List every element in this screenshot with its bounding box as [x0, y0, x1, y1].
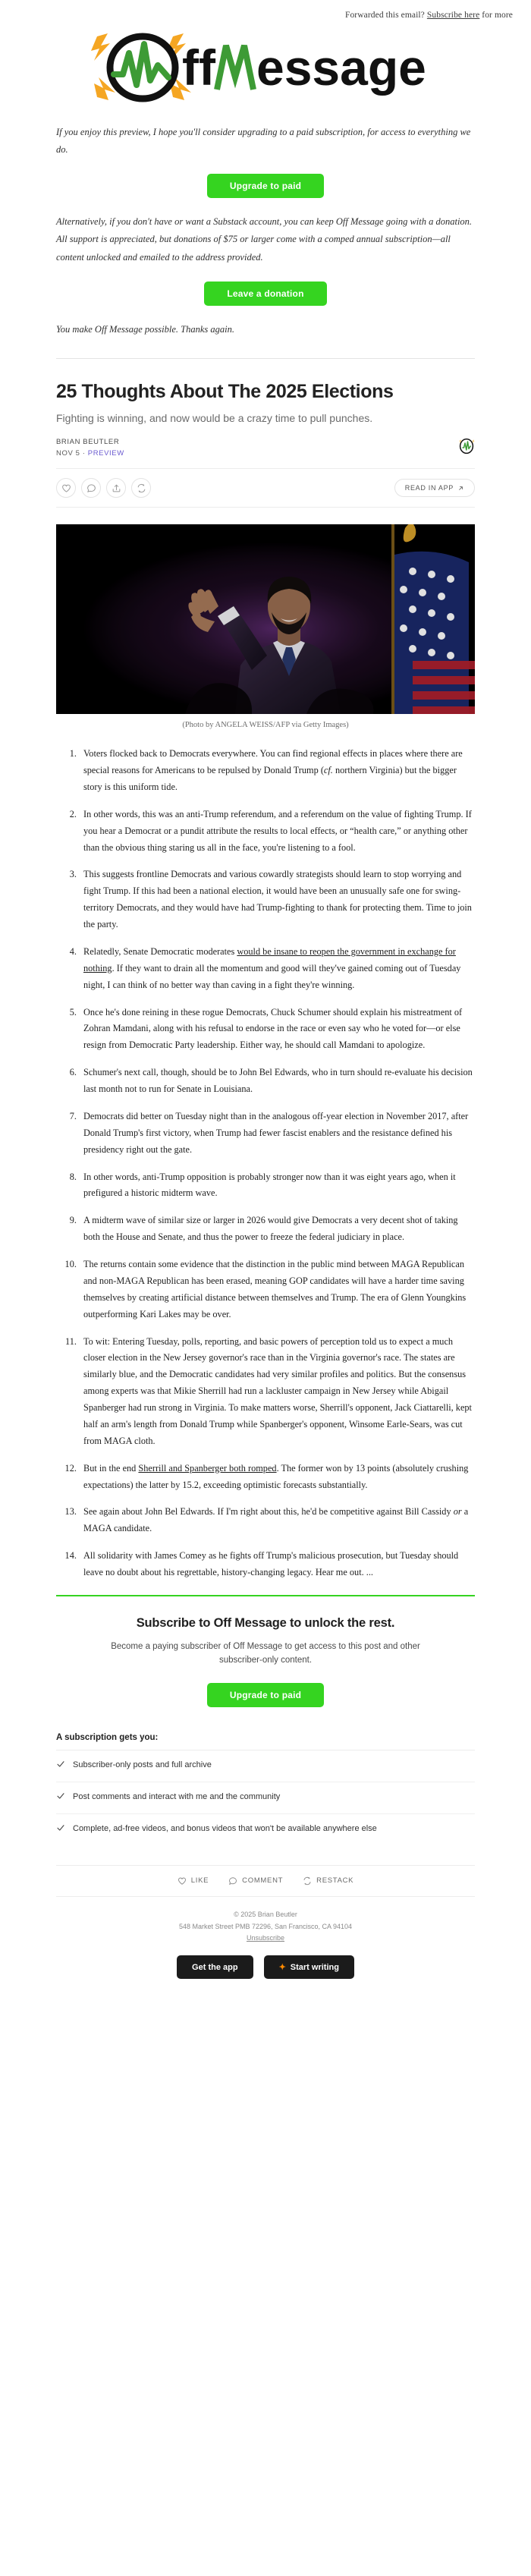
benefit-label: Subscriber-only posts and full archive	[73, 1760, 212, 1769]
thought-text: See again about John Bel Edwards. If I'm right about this, he'd be competitive against Bill Cassidy	[83, 1506, 454, 1518]
bottom-action-bar	[56, 1865, 475, 1897]
thought-text: In other words, anti-Trump opposition is probably stronger now than it was eight years ago, when it prefigured a historic midterm wave.	[83, 1171, 456, 1199]
thought-item	[79, 1461, 475, 1494]
thought-item	[79, 944, 475, 994]
intro-paragraph-3: You make Off Message possible. Thanks again.	[56, 323, 234, 335]
leave-a-donation-button[interactable]: Leave a donation	[204, 282, 326, 306]
get-the-app-label: Get the app	[192, 1962, 238, 1972]
paywall-divider	[56, 1595, 475, 1596]
action-icon-group	[56, 478, 151, 498]
thought-text: Once he's done reining in these rogue Democrats, Chuck Schumer should explain his mistreatment of Zohran Mamdani, along with his refusal to endorse in the race or even say who he voted for—or else resign from Democratic Party leadership. Either way, he should call Mamdani to apologize.	[83, 1006, 463, 1051]
comment-button[interactable]	[81, 478, 101, 498]
svg-text:ff: ff	[182, 39, 215, 96]
benefit-label: Complete, ad-free videos, and bonus videos that won't be available anywhere else	[73, 1823, 377, 1833]
thought-text: All solidarity with James Comey as he fights off Trump's malicious prosecution, but Tuesday should leave no doubt about his regrettable, history-changing legacy. Hear me out. ...	[83, 1550, 459, 1578]
thought-text: This suggests frontline Democrats and various cowardly strategists should learn to stop worrying and fight Trump. If this had been a national election, it would have been an unusually safe one for swing-territory Democrats, and they would have had Trump-fighting to thank for protecting them. Time to join the party.	[83, 869, 472, 930]
thought-item	[79, 1504, 475, 1537]
thought-text: Voters flocked back to Democrats everywhere. You can find regional effects in places where there are special reasons for Americans to be repulsed by Donald Trump (	[83, 748, 463, 776]
avatar[interactable]	[458, 438, 475, 454]
start-writing-button[interactable]	[264, 1955, 354, 1979]
thought-text: But in the end	[83, 1462, 139, 1474]
read-in-app-label: READ IN APP	[404, 484, 454, 492]
photo-mamdani-waving	[56, 524, 475, 714]
restack-icon	[303, 1876, 312, 1886]
benefit-label: Post comments and interact with me and the community	[73, 1791, 281, 1801]
comment-icon	[86, 483, 96, 493]
share-icon	[112, 483, 121, 493]
divider-actionbar	[56, 507, 475, 508]
sparkle-icon: ✦	[278, 1963, 286, 1973]
thought-text: . The former won by 13 points (absolutely crushing expectations) the latter by 15.2, exceeding optimistic forecasts substantially.	[83, 1462, 469, 1490]
bottom-like-label: LIKE	[190, 1876, 209, 1886]
thought-item	[79, 746, 475, 796]
thought-item	[79, 1257, 475, 1323]
thought-text: Schumer's next call, though, should be to John Bel Edwards, who in turn should re-evaluate his decision last month not to run for Senate in Louisiana.	[83, 1067, 473, 1095]
donation-button-row	[56, 282, 475, 306]
byline	[56, 438, 475, 458]
byline-date: NOV 5	[56, 449, 80, 458]
thought-text: northern Virginia) but the bigger story is this uniform tide.	[83, 765, 457, 792]
bottom-comment-button[interactable]	[228, 1876, 283, 1886]
bottom-restack-button[interactable]	[303, 1876, 353, 1886]
forwarded-suffix: for more	[479, 11, 513, 20]
thought-item	[79, 807, 475, 857]
thought-text: A midterm wave of similar size or larger in 2026 would give Democrats a very decent shot of taking both the House and Senate, and thus the power to freeze the federal judiciary in place.	[83, 1215, 458, 1243]
hero-image-wrap	[56, 524, 475, 729]
logo[interactable]	[0, 20, 531, 107]
benefit-row	[56, 1814, 475, 1845]
byline-separator: ·	[80, 449, 88, 458]
emphasis-text: cf.	[323, 765, 333, 776]
thoughts-list	[56, 746, 475, 1581]
avatar-logo-icon	[458, 438, 475, 454]
emphasis-text: or	[453, 1506, 462, 1518]
divider-top	[56, 358, 475, 359]
thought-item	[79, 1213, 475, 1246]
bottom-comment-label: COMMENT	[242, 1876, 284, 1886]
thought-item	[79, 1109, 475, 1159]
footer-copyright: © 2025 Brian Beutler	[234, 1910, 297, 1918]
check-icon	[56, 1791, 65, 1805]
thought-text: The returns contain some evidence that the distinction in the public mind between MAGA Republican and non-MAGA Republican has been erased, meaning GOP candidates will have a harder time saving themselves by creating artificial distance between themselves and Trump. The era of Glenn Youngkins outperforming Kari Lakes may be over.	[83, 1259, 467, 1319]
post-subtitle: Fighting is winning, and now would be a crazy time to pull punches.	[56, 412, 373, 425]
upgrade-button-row	[56, 174, 475, 198]
forwarded-prefix: Forwarded this email?	[344, 11, 427, 20]
thought-item	[79, 1005, 475, 1055]
byline-author[interactable]: BRIAN BEUTLER	[56, 438, 120, 447]
thought-item	[79, 1334, 475, 1450]
start-writing-label: Start writing	[290, 1962, 339, 1972]
get-the-app-button[interactable]	[177, 1955, 253, 1979]
like-button[interactable]	[56, 478, 76, 498]
thought-text: Democrats did better on Tuesday night than in the analogous off-year election in November 2017, after Donald Trump's first victory, when Trump had fewer fascist enablers and the resistance defined his presidency right out the gate.	[83, 1110, 469, 1155]
post-action-bar	[56, 478, 475, 498]
svg-text:essage: essage	[256, 39, 426, 96]
thought-text: Relatedly, Senate Democratic moderates	[83, 945, 237, 957]
byline-left	[56, 438, 124, 458]
byline-meta	[56, 449, 124, 458]
thought-text: In other words, this was an anti-Trump referendum, and a referendum on the value of fighting Trump. If you hear a Democrat or a pundit attribute the results to local effects, or “health care,” or anything other than the obvious thing staring us all in the face, you're listening to a fool.	[83, 808, 472, 853]
heart-icon	[178, 1876, 187, 1886]
footer-address: 548 Market Street PMB 72296, San Francisco, CA 94104	[178, 1922, 353, 1930]
benefit-row	[56, 1782, 475, 1814]
paywall-subtitle: Become a paying subscriber of Off Message to get access to this post and other subscriber-only content.	[111, 1641, 420, 1665]
share-button[interactable]	[106, 478, 126, 498]
bottom-like-button[interactable]	[178, 1876, 209, 1886]
benefits-heading: A subscription gets you:	[56, 1732, 159, 1742]
bottom-restack-label: RESTACK	[316, 1876, 354, 1886]
paywall-title: Subscribe to Off Message to unlock the rest.	[136, 1615, 395, 1630]
read-in-app-button[interactable]	[394, 479, 475, 497]
image-caption: (Photo by ANGELA WEISS/AFP via Getty Images)	[182, 721, 349, 730]
comment-icon	[228, 1876, 237, 1886]
divider-byline	[56, 468, 475, 469]
unsubscribe-link[interactable]: Unsubscribe	[246, 1934, 285, 1942]
thought-text: To wit: Entering Tuesday, polls, reporting, and basic powers of perception told us to expect a much closer election in the New Jersey governor's race than in the Virginia governor's race. The states are similarly blue, and the Democratic candidates had very similar profiles and politics. But the consensus among experts was that Mikie Sherrill had run a lackluster campaign in New Jersey while Abigail Spanberger had run strong in Virginia. To make matters worse, Sherrill's opponent, Jack Ciattarelli, kept half an arm's length from Donald Trump while Spanberger's opponent, Winsome Earle-Sears, was cut from MAGA cloth.	[83, 1335, 472, 1446]
thought-item	[79, 1169, 475, 1203]
intro-paragraph-2: Alternatively, if you don't have or want a Substack account, you can keep Off Message going with a donation. All support is appreciated, but donations of $75 or larger come with a comped annual subscription—all content unlocked and emailed to the address provided.	[56, 216, 473, 263]
paywall-button-row	[56, 1683, 475, 1707]
restack-icon	[137, 483, 146, 493]
thought-item	[79, 1065, 475, 1098]
thought-text: . If they want to drain all the momentum and good will they've gained coming out of Tuesday night, I can think of no better way than caving in a fight they're winning.	[83, 962, 461, 990]
upgrade-to-paid-button-paywall[interactable]: Upgrade to paid	[207, 1683, 324, 1707]
arrow-up-right-icon	[457, 485, 464, 492]
check-icon	[56, 1760, 65, 1773]
check-icon	[56, 1823, 65, 1837]
restack-button[interactable]	[131, 478, 151, 498]
off-message-logo-icon	[76, 30, 455, 102]
thought-item	[79, 1548, 475, 1581]
hero-image	[56, 524, 475, 714]
upgrade-to-paid-button-top[interactable]: Upgrade to paid	[207, 174, 324, 198]
subscribe-here-link[interactable]: Subscribe here	[426, 11, 480, 20]
thought-text: a MAGA candidate.	[83, 1506, 469, 1534]
inline-link[interactable]: would be insane to reopen the government in exchange for nothing	[83, 945, 456, 973]
status-badge: PREVIEW	[87, 449, 124, 458]
benefit-row	[56, 1750, 475, 1782]
footer	[56, 1909, 475, 1945]
inline-link[interactable]: Sherrill and Spanberger both romped	[138, 1462, 277, 1474]
forwarded-line	[0, 0, 531, 20]
footer-button-row	[56, 1955, 475, 1993]
benefits-list	[56, 1750, 475, 1845]
page-title: 25 Thoughts About The 2025 Elections	[56, 380, 394, 402]
thought-item	[79, 867, 475, 933]
intro-paragraph-1: If you enjoy this preview, I hope you'll consider upgrading to a paid subscription, for access to everything we do.	[56, 127, 471, 156]
heart-icon	[61, 483, 71, 493]
